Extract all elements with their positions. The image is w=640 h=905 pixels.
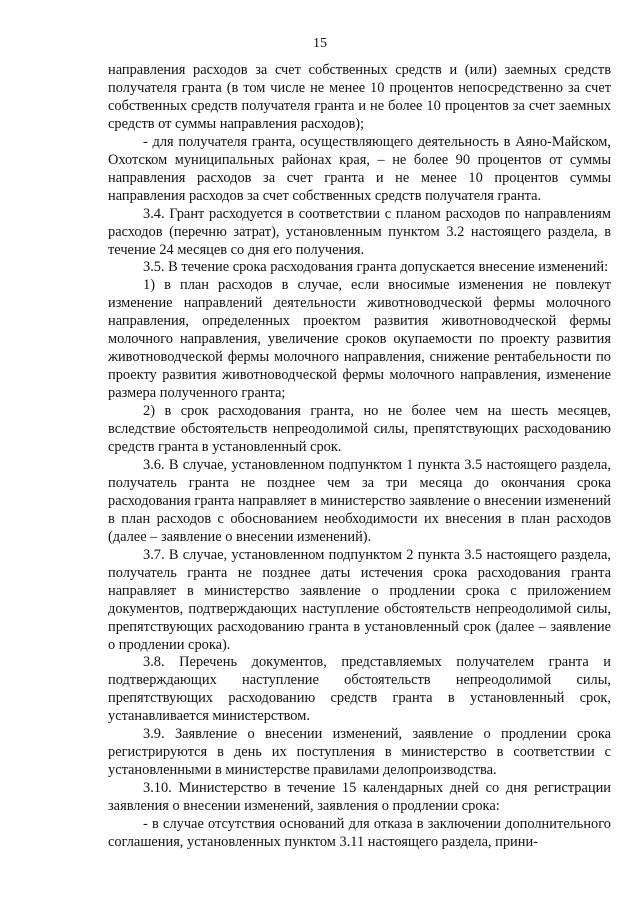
paragraph-3-9: 3.9. Заявление о внесении изменений, заявление о продлении срока регистрируются в день их поступления в министерство в соответствии с установленными в министерстве правилами делопроизводства. [108,726,611,779]
paragraph-3-6: 3.6. В случае, установленном подпунктом 1 пункта 3.5 настоящего раздела, получатель гранта не позднее чем за три месяца до окончания срока расходования гранта направляет в министерство заявление о внесении изменений в план расходов с обоснованием необходимости их внесения в план расходов (далее – заявление о внесении изменений). [108,456,611,545]
paragraph-3-4: 3.4. Грант расходуется в соответствии с планом расходов по направлениям расходов (перечню затрат), установленным пунктом 3.2 настоящего раздела, в течение 24 месяцев со дня его получения. [108,205,611,258]
paragraph-3-10: 3.10. Министерство в течение 15 календарных дней со дня регистрации заявления о внесении изменений, заявления о продлении срока: [108,780,611,815]
paragraph-3-10-bullet: - в случае отсутствия оснований для отказа в заключении дополнительного соглашения, установленных пунктом 3.11 настоящего раздела, прини- [108,816,611,850]
page-number: 15 [313,36,327,51]
paragraph-3-7: 3.7. В случае, установленном подпунктом 2 пункта 3.5 настоящего раздела, получатель гранта не позднее даты истечения срока расходования гранта направляет в министерство заявление о продлении срока с приложением документов, подтверждающих наступление обстоятельств непреодолимой силы, препятствующих расходованию гранта в установленный срок (далее – заявление о продлении срока). [108,546,611,653]
paragraph-expense-directions-continued: направления расходов за счет собственных средств и (или) заемных средств получателя гранта (в том числе не менее 10 процентов непосредственно за счет собственных средств получателя гранта и не более 10 процентов за счет заемных средств от суммы направления расходов); [108,62,611,132]
paragraph-3-5-item-2: 2) в срок расходования гранта, но не более чем на шесть месяцев, вследствие обстоятельств непреодолимой силы, препятствующих расходованию средств гранта в установленный срок. [108,403,611,456]
paragraph-3-5-item-1: 1) в план расходов в случае, если вносимые изменения не повлекут изменение направлений деятельности животноводческой фермы молочного направления, определенных проектом развития животноводческой фермы молочного направления, увеличение сроков окупаемости по проекту развития животноводческой фермы молочного направления, снижение рентабельности по проекту развития животноводческой фермы молочного направления, изменение размера полученного гранта; [108,277,611,402]
paragraph-3-8: 3.8. Перечень документов, представляемых получателем гранта и подтверждающих наступление обстоятельств непреодолимой силы, препятствующих расходованию средств гранта в установленный срок, устанавливается министерством. [108,654,611,725]
document-body [108,62,611,852]
paragraph-ayano-maysky-okhotsk: - для получателя гранта, осуществляющего деятельность в Аяно-Майском, Охотском муниципальных районах края, – не более 90 процентов от суммы направления расходов за счет гранта и не менее 10 процентов суммы направления расходов за счет собственных средств получателя гранта. [108,133,611,204]
paragraph-3-5: 3.5. В течение срока расходования гранта допускается внесение изменений: [143,259,609,276]
